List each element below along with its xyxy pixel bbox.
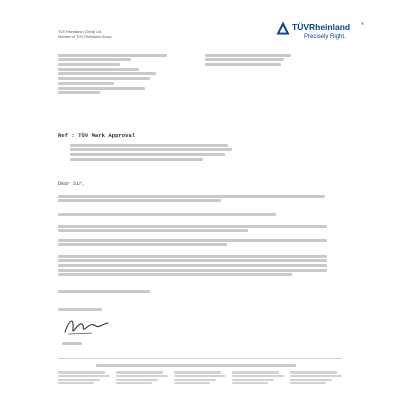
illegible-text-line [58, 264, 327, 267]
reference-block [205, 52, 295, 68]
illegible-text-line [232, 375, 284, 377]
body-paragraph [58, 288, 330, 294]
brand-logo [276, 21, 364, 47]
illegible-text-line [58, 77, 150, 80]
illegible-text-line [58, 382, 94, 384]
illegible-text-line [174, 375, 226, 377]
illegible-text-line [58, 371, 105, 373]
illegible-text-line [70, 158, 203, 161]
footer-column [58, 370, 110, 386]
footer-divider [58, 358, 342, 359]
illegible-text-line [58, 229, 248, 232]
illegible-text-line [70, 144, 228, 147]
illegible-text-line [232, 371, 279, 373]
illegible-text-line [58, 195, 325, 198]
illegible-text-line [58, 239, 327, 242]
body-paragraph [58, 253, 330, 278]
illegible-text-line [58, 243, 227, 246]
illegible-text-line [174, 379, 216, 381]
illegible-text-line [116, 379, 158, 381]
illegible-text-line [58, 308, 102, 311]
letterhead-line: Member of TÜV Rheinland Group [58, 35, 112, 39]
illegible-text-line [290, 371, 337, 373]
illegible-text-line [290, 379, 332, 381]
illegible-text-line [70, 148, 232, 151]
footer-column [116, 370, 168, 386]
illegible-text-line [58, 72, 156, 75]
illegible-text-line [232, 379, 274, 381]
illegible-text-line [58, 63, 120, 66]
illegible-text-line [58, 255, 327, 258]
signature-label [58, 306, 102, 312]
illegible-text-line [58, 213, 276, 216]
brand-claim: Precisely Right. [304, 34, 346, 40]
illegible-text-line [96, 364, 296, 367]
illegible-text-line [58, 91, 100, 94]
tuv-triangle-icon [276, 21, 290, 35]
approval-details [70, 142, 250, 162]
footer-column [232, 370, 284, 386]
illegible-text-line [58, 375, 110, 377]
illegible-text-line [62, 342, 82, 345]
illegible-text-line [58, 199, 221, 202]
illegible-text-line [58, 82, 114, 85]
footer-column [290, 370, 342, 386]
registered-mark: ® [361, 21, 364, 26]
illegible-text-line [290, 375, 342, 377]
illegible-text-line [58, 269, 327, 272]
illegible-text-line [58, 68, 139, 71]
illegible-text-line [205, 54, 291, 57]
illegible-text-line [116, 371, 163, 373]
subject-line: Ref : TÜV Mark Approval [58, 132, 136, 139]
body-paragraph [58, 211, 330, 217]
illegible-text-line [58, 225, 327, 228]
illegible-text-line [205, 63, 281, 66]
body-paragraph [58, 193, 330, 204]
footer-contact-line [96, 362, 296, 368]
body-paragraph [58, 237, 330, 248]
illegible-text-line [174, 371, 221, 373]
letterhead-company [58, 30, 178, 40]
illegible-text-line [58, 273, 292, 276]
illegible-text-line [232, 382, 268, 384]
salutation: Dear Sir, [58, 181, 86, 187]
brand-name: TÜVRheinland [292, 22, 351, 32]
illegible-text-line [70, 153, 225, 156]
illegible-text-line [174, 382, 210, 384]
illegible-text-line [58, 379, 100, 381]
illegible-text-line [58, 259, 327, 262]
illegible-text-line [205, 58, 284, 61]
illegible-text-line [58, 58, 131, 61]
recipient-address [58, 52, 198, 96]
illegible-text-line [116, 375, 168, 377]
illegible-text-line [116, 382, 152, 384]
illegible-text-line [290, 382, 326, 384]
signature-image [62, 314, 112, 338]
signer-name [62, 340, 82, 346]
illegible-text-line [58, 290, 150, 293]
illegible-text-line [58, 87, 145, 90]
footer-column [174, 370, 226, 386]
illegible-text-line [58, 54, 167, 57]
letterhead-line: TÜV Rheinland (China) Ltd. [58, 30, 103, 34]
body-paragraph [58, 223, 330, 234]
footer-columns [58, 370, 342, 386]
